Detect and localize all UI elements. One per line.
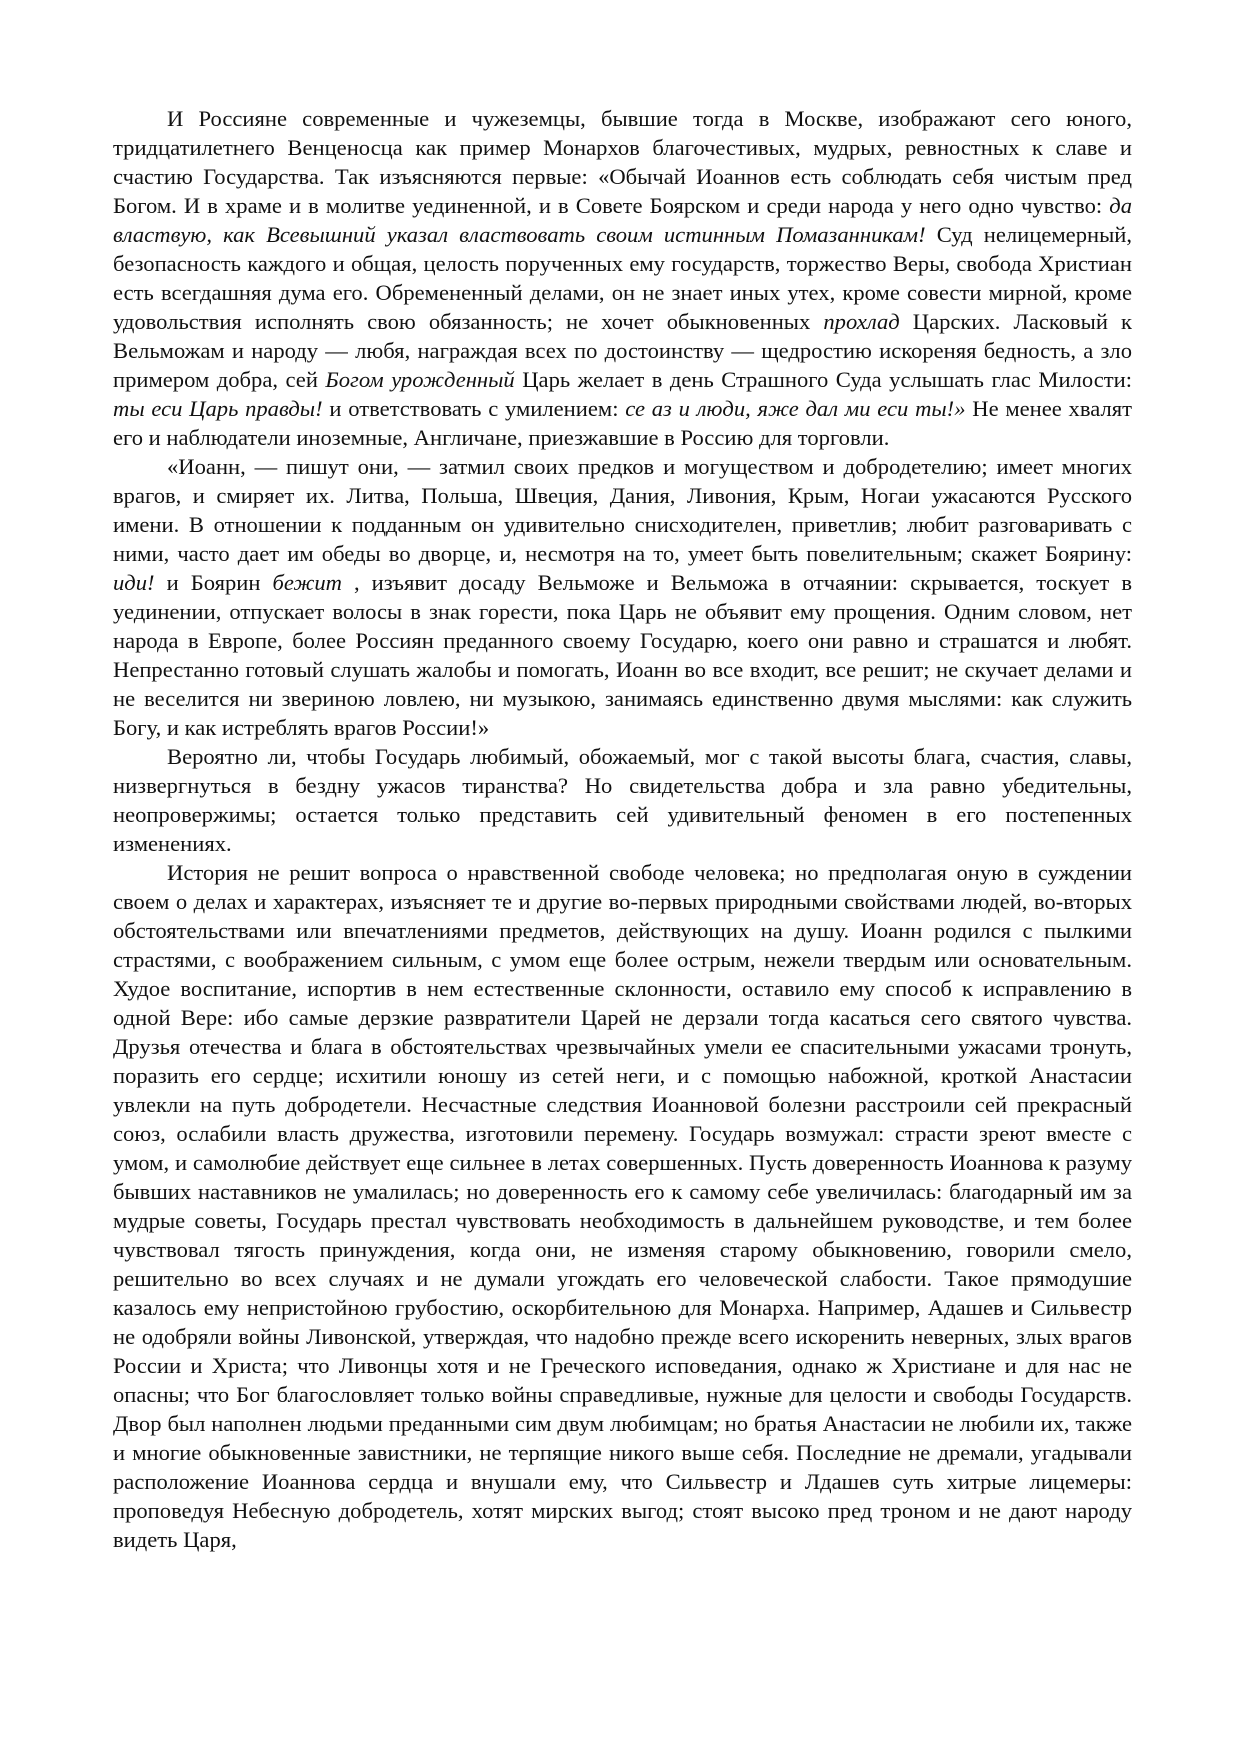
text-body xyxy=(113,104,1132,1554)
paragraph-4: История не решит вопроса о нравственной свободе человека; но предполагая оную в суждении своем о делах и характерах, изъясняет те и другие во-первых природными свойствами людей, во-вторых обстоятельствами или впечатлениями предметов, действующих на душу. Иоанн родился с пылкими страстями, с воображением сильным, с умом еще более острым, нежели твердым или основательным. Худое воспитание, испортив в нем естественные склонности, оставило ему способ к исправлению в одной Вере: ибо самые дерзкие развратители Царей не дерзали тогда касаться сего святого чувства. Друзья отечества и блага в обстоятельствах чрезвычайных умели ее спасительными ужасами тронуть, поразить его сердце; исхитили юношу из сетей неги, и с помощью набожной, кроткой Анастасии увлекли на путь добродетели. Несчастные следствия Иоанновой болезни расстроили сей прекрасный союз, ослабили власть дружества, изготовили перемену. Государь возмужал: страсти зреют вместе с умом, и самолюбие действует еще сильнее в летах совершенных. Пусть доверенность Иоаннова к разуму бывших наставников не умалилась; но доверенность его к самому себе увеличилась: благодарный им за мудрые советы, Государь престал чувствовать необходимость в дальнейшем руководстве, и тем более чувствовал тягость принуждения, когда они, не изменяя старому обыкновению, говорили смело, решительно во всех случаях и не думали угождать его человеческой слабости. Такое прямодушие казалось ему непристойною грубостию, оскорбительною для Монарха. Например, Адашев и Сильвестр не одобряли войны Ливонской, утверждая, что надобно прежде всего искоренить неверных, злых врагов России и Христа; что Ливонцы хотя и не Греческого исповедания, однако ж Христиане и для нас не опасны; что Бог благословляет только войны справедливые, нужные для целости и свободы Государств. Двор был наполнен людьми преданными сим двум любимцам; но братья Анастасии не любили их, также и многие обыкновенные завистники, не терпящие никого выше себя. Последние не дремали, угадывали расположение Иоаннова сердца и внушали ему, что Сильвестр и Лдашев суть хитрые лицемеры: проповедуя Небесную добродетель, хотят мирских выгод; стоят высоко пред троном и не дают народу видеть Царя, xyxy=(113,860,1132,1552)
paragraph-2: «Иоанн, — пишут они, — затмил своих предков и могуществом и добродетелию; имеет многих врагов, и смиряет их. Литва, Польша, Швеция, Дания, Ливония, Крым, Ногаи ужасаются Русского имени. В отношении к подданным он удивительно снисходителен, приветлив; любит разговаривать с ними, часто дает им обеды во дворце, и, несмотря на то, умеет быть повелительным; скажет Боярину: иди! и Боярин бежит , изъявит досаду Вельможе и Вельможа в отчаянии: скрывается, тоскует в уединении, отпускает волосы в знак горести, пока Царь не объявит ему прощения. Одним словом, нет народа в Европе, более Россиян преданного своему Государю, коего они равно и страшатся и любят. Непрестанно готовый слушать жалобы и помогать, Иоанн во все входит, все решит; не скучает делами и не веселится ни звериною ловлею, ни музыкою, занимаясь единственно двумя мыслями: как служить Богу, и как истреблять врагов России!» xyxy=(113,454,1133,740)
paragraph-1: И Россияне современные и чужеземцы, бывшие тогда в Москве, изображают сего юного, тридцатилетнего Венценосца как пример Монархов благочестивых, мудрых, ревностных к славе и счастию Государства. Так изъясняются первые: «Обычай Иоаннов есть соблюдать себя чистым пред Богом. И в храме и в молитве уединенной, и в Совете Боярском и среди народа у него одно чувство: да властвую, как Всевышний указал властвовать своим истинным Помазанникам! Суд нелицемерный, безопасность каждого и общая, целость порученных ему государств, торжество Веры, свобода Христиан есть всегдашняя дума его. Обремененный делами, он не знает иных утех, кроме совести мирной, кроме удовольствия исполнять свою обязанность; не хочет обыкновенных прохлад Царских. Ласковый к Вельможам и народу — любя, награждая всех по достоинству — щедростию искореняя бедность, а зло примером добра, сей Богом урожденный Царь желает в день Страшного Суда услышать глас Милости: ты еси Царь правды! и ответствовать с умилением: се аз и люди, яже дал ми еси ты!» Не менее хвалят его и наблюдатели иноземные, Англичане, приезжавшие в Россию для торговли. xyxy=(113,106,1132,450)
paragraph-3: Вероятно ли, чтобы Государь любимый, обожаемый, мог с такой высоты блага, счастия, славы, низвергнуться в бездну ужасов тиранства? Но свидетельства добра и зла равно убедительны, неопровержимы; остается только представить сей удивительный феномен в его постепенных изменениях. xyxy=(113,744,1132,856)
